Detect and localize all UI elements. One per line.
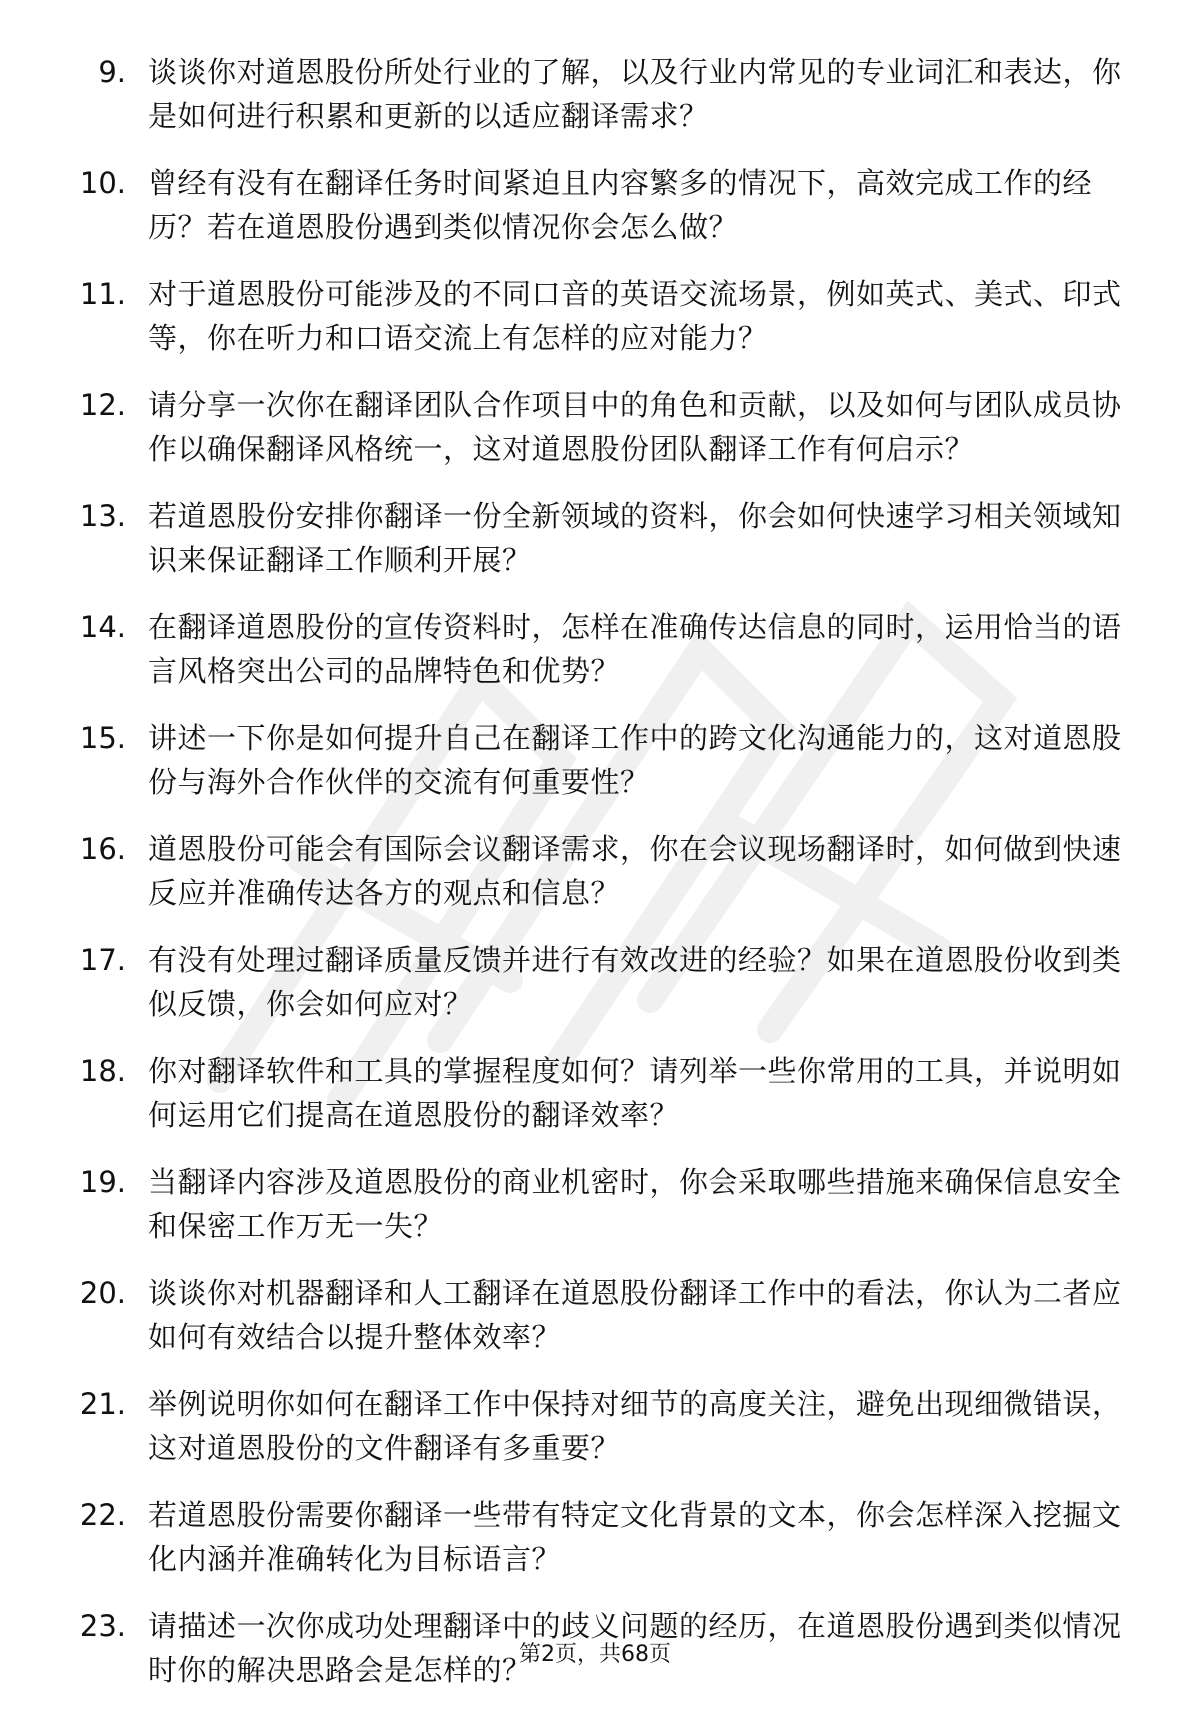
- question-text: 谈谈你对机器翻译和人工翻译在道恩股份翻译工作中的看法，你认为二者应如何有效结合以提升整体效率？: [148, 1276, 1122, 1354]
- question-list: [60, 50, 1130, 1715]
- question-text: 当翻译内容涉及道恩股份的商业机密时，你会采取哪些措施来确保信息安全和保密工作万无一失？: [148, 1165, 1122, 1243]
- question-number: 11.: [79, 277, 126, 311]
- question-number: 17.: [79, 943, 126, 977]
- list-item: [60, 1493, 1130, 1581]
- list-item: [60, 50, 1130, 138]
- question-text: 有没有处理过翻译质量反馈并进行有效改进的经验？如果在道恩股份收到类似反馈，你会如何应对？: [148, 943, 1122, 1021]
- question-number: 21.: [79, 1387, 126, 1421]
- list-item: [60, 716, 1130, 804]
- question-text: 道恩股份可能会有国际会议翻译需求，你在会议现场翻译时，如何做到快速反应并准确传达各方的观点和信息？: [148, 832, 1122, 910]
- question-number: 12.: [79, 388, 126, 422]
- list-item: [60, 1160, 1130, 1248]
- list-item: [60, 383, 1130, 471]
- list-item: [60, 1049, 1130, 1137]
- list-item: [60, 938, 1130, 1026]
- list-item: [60, 1382, 1130, 1470]
- question-text: 对于道恩股份可能涉及的不同口音的英语交流场景，例如英式、美式、印式等，你在听力和口语交流上有怎样的应对能力？: [148, 277, 1122, 355]
- question-text: 在翻译道恩股份的宣传资料时，怎样在准确传达信息的同时，运用恰当的语言风格突出公司的品牌特色和优势？: [148, 610, 1122, 688]
- list-item: [60, 161, 1130, 249]
- question-text: 请描述一次你成功处理翻译中的歧义问题的经历，在道恩股份遇到类似情况时你的解决思路会是怎样的？: [148, 1609, 1122, 1687]
- question-text: 讲述一下你是如何提升自己在翻译工作中的跨文化沟通能力的，这对道恩股份与海外合作伙伴的交流有何重要性？: [148, 721, 1122, 799]
- list-item: [60, 272, 1130, 360]
- question-text: 若道恩股份安排你翻译一份全新领域的资料，你会如何快速学习相关领域知识来保证翻译工作顺利开展？: [148, 499, 1122, 577]
- question-number: 15.: [79, 721, 126, 755]
- question-number: 18.: [79, 1054, 126, 1088]
- question-text: 谈谈你对道恩股份所处行业的了解，以及行业内常见的专业词汇和表达，你是如何进行积累和更新的以适应翻译需求？: [148, 55, 1122, 133]
- question-number: 22.: [79, 1498, 126, 1532]
- list-item: [60, 494, 1130, 582]
- list-item: [60, 1271, 1130, 1359]
- question-text: 曾经有没有在翻译任务时间紧迫且内容繁多的情况下，高效完成工作的经历？若在道恩股份遇到类似情况你会怎么做？: [148, 166, 1093, 244]
- question-text: 若道恩股份需要你翻译一些带有特定文化背景的文本，你会怎样深入挖掘文化内涵并准确转化为目标语言？: [148, 1498, 1122, 1576]
- question-text: 举例说明你如何在翻译工作中保持对细节的高度关注，避免出现细微错误，这对道恩股份的文件翻译有多重要？: [148, 1387, 1122, 1465]
- question-number: 23.: [79, 1609, 126, 1643]
- list-item: [60, 605, 1130, 693]
- question-number: 9.: [98, 55, 126, 89]
- page-footer: 第2页，共68页: [519, 1642, 671, 1667]
- question-number: 20.: [79, 1276, 126, 1310]
- question-text: 你对翻译软件和工具的掌握程度如何？请列举一些你常用的工具，并说明如何运用它们提高在道恩股份的翻译效率？: [148, 1054, 1122, 1132]
- question-number: 13.: [79, 499, 126, 533]
- question-text: 请分享一次你在翻译团队合作项目中的角色和贡献，以及如何与团队成员协作以确保翻译风格统一，这对道恩股份团队翻译工作有何启示？: [148, 388, 1122, 466]
- question-number: 19.: [79, 1165, 126, 1199]
- list-item: [60, 827, 1130, 915]
- question-number: 10.: [79, 166, 126, 200]
- question-number: 14.: [79, 610, 126, 644]
- question-number: 16.: [79, 832, 126, 866]
